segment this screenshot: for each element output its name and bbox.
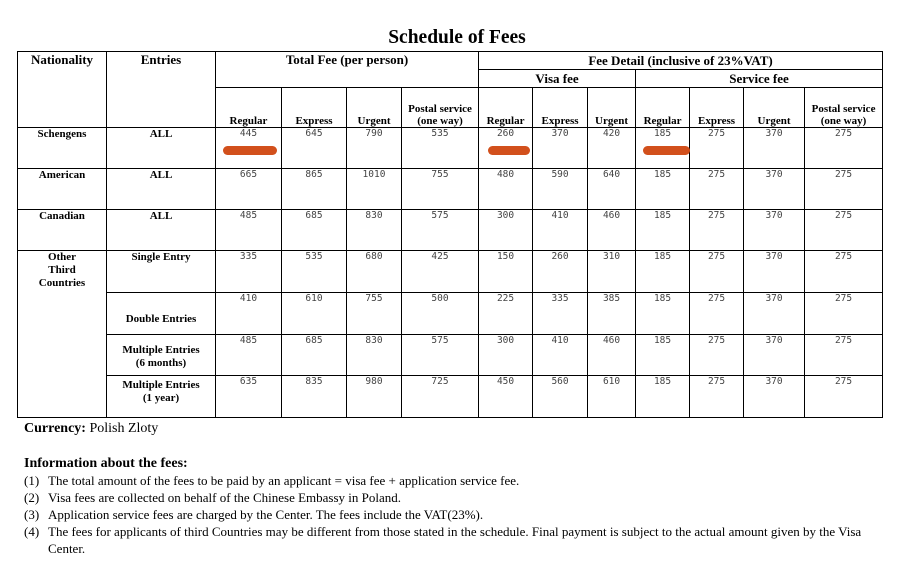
fee-notes-list [24, 472, 886, 557]
fee-cell: 755 [402, 169, 479, 210]
fee-cell: 370 [744, 335, 805, 376]
fee-cell: 370 [744, 376, 805, 418]
fee-cell: 185 [636, 169, 690, 210]
fee-cell: 590 [533, 169, 588, 210]
row-entries: ALL [107, 210, 216, 251]
table-row [18, 376, 883, 418]
fee-cell: 535 [402, 128, 479, 169]
fee-cell: 640 [588, 169, 636, 210]
fee-cell: 185 [636, 293, 690, 335]
fee-cell: 335 [216, 251, 282, 293]
fee-cell: 755 [347, 293, 402, 335]
page-title: Schedule of Fees [388, 27, 526, 48]
fee-cell: 610 [588, 376, 636, 418]
fee-cell: 485 [216, 210, 282, 251]
table-row [18, 210, 883, 251]
header-entries: Entries [107, 52, 216, 128]
fee-cell: 445 [216, 128, 282, 169]
header-service-fee: Service fee [636, 70, 883, 88]
fee-cell: 370 [744, 169, 805, 210]
fee-cell: 410 [216, 293, 282, 335]
currency-value: Polish Zloty [89, 421, 159, 436]
fee-cell: 275 [690, 335, 744, 376]
fee-cell: 225 [479, 293, 533, 335]
fee-cell: 185 [636, 128, 690, 169]
fee-cell: 575 [402, 335, 479, 376]
fee-cell: 485 [216, 335, 282, 376]
currency-label: Currency: [24, 421, 86, 436]
col-header-total-regular: Regular [216, 88, 282, 128]
col-header-total-urgent: Urgent [347, 88, 402, 128]
fee-cell: 275 [805, 251, 883, 293]
row-entries: Single Entry [107, 251, 216, 293]
fee-cell: 575 [402, 210, 479, 251]
fee-cell: 460 [588, 210, 636, 251]
fee-cell: 460 [588, 335, 636, 376]
highlight-mark [643, 146, 690, 155]
row-entries: ALL [107, 169, 216, 210]
fee-cell: 275 [805, 128, 883, 169]
col-header-total-express: Express [282, 88, 347, 128]
fee-cell: 420 [588, 128, 636, 169]
fee-cell: 370 [744, 210, 805, 251]
fee-cell: 665 [216, 169, 282, 210]
fee-cell: 450 [479, 376, 533, 418]
fee-cell: 685 [282, 210, 347, 251]
fee-cell: 480 [479, 169, 533, 210]
fee-cell: 535 [282, 251, 347, 293]
fee-cell: 370 [744, 251, 805, 293]
fee-cell: 275 [690, 293, 744, 335]
col-header-visa-urgent: Urgent [588, 88, 636, 128]
fee-cell: 300 [479, 210, 533, 251]
fee-cell: 275 [805, 376, 883, 418]
fee-cell: 185 [636, 210, 690, 251]
list-item: (2) Visa fees are collected on behalf of the Chinese Embassy in Poland. [24, 490, 401, 505]
row-entries: Multiple Entries (6 months) [107, 335, 216, 376]
currency-note [24, 421, 158, 437]
highlight-mark [488, 146, 530, 155]
fee-cell: 300 [479, 335, 533, 376]
header-nationality: Nationality [18, 52, 107, 128]
fee-cell: 335 [533, 293, 588, 335]
table-row [18, 169, 883, 210]
list-item: (3) Application service fees are charged by the Center. The fees include the VAT(23%). [24, 507, 484, 522]
fee-cell: 1010 [347, 169, 402, 210]
header-fee-detail: Fee Detail (inclusive of 23%VAT) [479, 52, 883, 70]
fee-cell: 635 [216, 376, 282, 418]
col-header-visa-regular: Regular [479, 88, 533, 128]
row-nationality: Schengens [18, 128, 107, 169]
row-entries: Double Entries [107, 293, 216, 335]
fee-cell: 410 [533, 210, 588, 251]
fee-schedule-table [17, 51, 883, 418]
row-nationality-other: Other Third Countries [18, 251, 107, 418]
info-title: Information about the fees: [24, 456, 188, 471]
table-row [18, 293, 883, 335]
fee-cell: 275 [690, 251, 744, 293]
row-entries: Multiple Entries (1 year) [107, 376, 216, 418]
fee-cell: 275 [805, 169, 883, 210]
fee-cell: 275 [690, 128, 744, 169]
highlight-mark [223, 146, 277, 155]
fee-cell: 790 [347, 128, 402, 169]
fee-cell: 835 [282, 376, 347, 418]
fee-cell: 150 [479, 251, 533, 293]
fee-cell: 610 [282, 293, 347, 335]
fee-cell: 275 [805, 293, 883, 335]
fee-cell: 370 [744, 293, 805, 335]
fee-cell: 980 [347, 376, 402, 418]
fee-cell: 680 [347, 251, 402, 293]
row-entries: ALL [107, 128, 216, 169]
table-row [18, 251, 883, 293]
fee-cell: 560 [533, 376, 588, 418]
fee-cell: 370 [533, 128, 588, 169]
fee-cell: 275 [690, 169, 744, 210]
fee-cell: 865 [282, 169, 347, 210]
header-total-fee: Total Fee (per person) [216, 52, 479, 88]
table-row [18, 335, 883, 376]
fee-cell: 185 [636, 376, 690, 418]
fee-cell: 260 [533, 251, 588, 293]
list-item: (4) The fees for applicants of third Countries may be different from those stated in the schedule. Final payment is subject to the actual amount given by the Visa Center. [24, 524, 862, 556]
fee-cell: 685 [282, 335, 347, 376]
col-header-service-express: Express [690, 88, 744, 128]
col-header-total-postal: Postal service (one way) [402, 88, 479, 128]
fee-cell: 275 [690, 376, 744, 418]
col-header-service-urgent: Urgent [744, 88, 805, 128]
fee-cell: 425 [402, 251, 479, 293]
fee-cell: 185 [636, 251, 690, 293]
fee-cell: 645 [282, 128, 347, 169]
fee-cell: 275 [805, 210, 883, 251]
fee-cell: 410 [533, 335, 588, 376]
col-header-service-postal: Postal service (one way) [805, 88, 883, 128]
col-header-service-regular: Regular [636, 88, 690, 128]
table-row [18, 128, 883, 169]
fee-cell: 260 [479, 128, 533, 169]
header-visa-fee: Visa fee [479, 70, 636, 88]
fee-cell: 830 [347, 335, 402, 376]
fee-cell: 385 [588, 293, 636, 335]
list-item: (1) The total amount of the fees to be paid by an applicant = visa fee + application service fee. [24, 473, 520, 488]
fee-cell: 275 [805, 335, 883, 376]
fee-cell: 500 [402, 293, 479, 335]
fee-cell: 275 [690, 210, 744, 251]
fee-cell: 725 [402, 376, 479, 418]
fee-cell: 185 [636, 335, 690, 376]
fee-cell: 370 [744, 128, 805, 169]
fee-cell: 830 [347, 210, 402, 251]
row-nationality: Canadian [18, 210, 107, 251]
col-header-visa-express: Express [533, 88, 588, 128]
row-nationality: American [18, 169, 107, 210]
fee-cell: 310 [588, 251, 636, 293]
